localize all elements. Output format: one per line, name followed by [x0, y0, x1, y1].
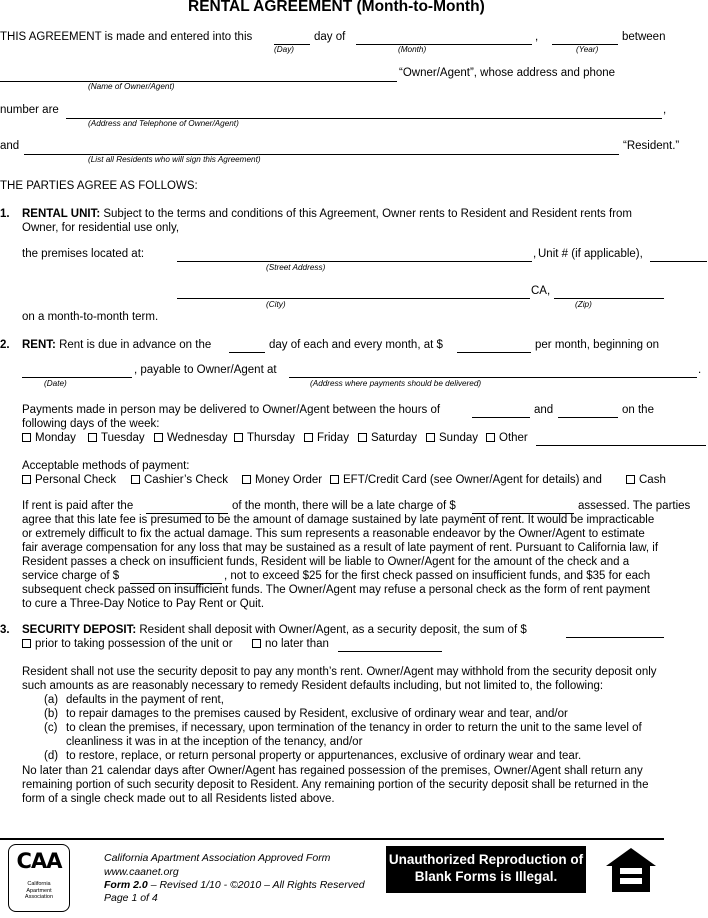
- hours-from-field[interactable]: [472, 417, 530, 418]
- deposit-option[interactable]: prior to taking possession of the unit or: [22, 638, 233, 651]
- intro-text: THIS AGREEMENT is made and entered into this: [0, 31, 253, 43]
- list-item-key: (b): [44, 708, 59, 720]
- intro-text: between: [622, 31, 666, 43]
- checkbox-icon: [304, 433, 313, 442]
- parties-heading: THE PARTIES AGREE AS FOLLOWS:: [0, 180, 198, 192]
- checkbox-icon: [486, 433, 495, 442]
- state-label: CA,: [531, 285, 551, 297]
- late-text: If rent is paid after the: [22, 500, 134, 512]
- deposit-text: remaining portion of such security deposit to Resident. Any remaining portion of the security deposit shall be returned in the: [22, 779, 649, 791]
- section-1-line: RENTAL UNIT: Subject to the terms and conditions of this Agreement, Owner rents to Resident and Resident rents from: [22, 208, 632, 220]
- deposit-text: No later than 21 calendar days after Owner/Agent has regained possession of the premises, Owner/Agent shall return any: [22, 765, 643, 777]
- intro-text: and: [0, 140, 20, 152]
- field-label: (Street Address): [266, 263, 326, 272]
- city-field[interactable]: [177, 298, 530, 299]
- checkbox-icon: [252, 639, 261, 648]
- section-1-line: Owner, for residential use only,: [22, 222, 180, 234]
- list-item: to clean the premises, if necessary, upon termination of the tenancy in order to return the unit to the same level of: [66, 722, 642, 734]
- owner-name-field[interactable]: [0, 81, 397, 82]
- field-label: (Address and Telephone of Owner/Agent): [88, 119, 239, 128]
- method-checkbox[interactable]: Cash: [626, 474, 666, 487]
- unit-label: Unit # (if applicable),: [538, 248, 643, 260]
- checkbox-icon: [154, 433, 163, 442]
- method-checkbox[interactable]: EFT/Credit Card (see Owner/Agent for details) and: [330, 474, 602, 487]
- late-text: Resident passes a check on insufficient funds, Resident will be liable to Owner/Agent for the amount of the check and a: [22, 556, 630, 568]
- day-checkbox[interactable]: Other: [486, 432, 528, 445]
- field-label: (Name of Owner/Agent): [88, 82, 175, 91]
- field-label: (City): [266, 300, 286, 309]
- field-label: (Month): [398, 45, 427, 54]
- checkbox-icon: [330, 475, 339, 484]
- late-text: agree that this late fee is presumed to be the amount of damage sustained by late payment of rent. It would be impracticable: [22, 514, 655, 526]
- day-checkbox[interactable]: Tuesday: [88, 432, 145, 445]
- page-number: Page 1 of 4: [104, 892, 158, 904]
- section-number: 1.: [0, 208, 10, 220]
- deposit-date-field[interactable]: [338, 651, 442, 652]
- checkbox-icon: [22, 639, 31, 648]
- checkbox-icon: [131, 475, 140, 484]
- intro-text: “Owner/Agent”, whose address and phone: [399, 67, 616, 79]
- deposit-amount-field[interactable]: [566, 637, 664, 638]
- deposit-text: form of a single check made out to all Residents listed above.: [22, 793, 335, 805]
- zip-field[interactable]: [554, 298, 664, 299]
- field-label: (List all Residents who will sign this Agreement): [88, 155, 261, 164]
- footer-divider: [0, 838, 664, 840]
- rent-amount-field[interactable]: [457, 352, 531, 353]
- page-title: RENTAL AGREEMENT (Month-to-Month): [188, 0, 485, 15]
- start-date-field[interactable]: [22, 377, 132, 378]
- rent-due-day-field[interactable]: [229, 352, 265, 353]
- late-text: fair average compensation for any loss that may be sustained as a result of late payment of rent. Pursuant to California law, if: [22, 542, 659, 554]
- term-text: on a month-to-month term.: [22, 311, 159, 323]
- late-text: , not to exceed $25 for the first check passed on insufficient funds, and $35 for each: [224, 570, 651, 582]
- intro-text: day of: [314, 31, 346, 43]
- field-label: (Year): [576, 45, 599, 54]
- intro-text: number are: [0, 104, 59, 116]
- checkbox-icon: [88, 433, 97, 442]
- checkbox-icon: [358, 433, 367, 442]
- late-text: of the month, there will be a late charge of $: [232, 500, 456, 512]
- late-text: or extremely difficult to fix the actual damage. This sum represents a reasonable endeavor by the Owner/Agent to estimate: [22, 528, 645, 540]
- street-address-field[interactable]: [177, 261, 532, 262]
- day-checkbox[interactable]: Sunday: [426, 432, 478, 445]
- footer-line: Form 2.0 – Revised 1/10 - ©2010 – All Rights Reserved: [104, 879, 365, 891]
- month-field[interactable]: [356, 44, 532, 45]
- field-label: (Day): [274, 45, 295, 54]
- intro-text: “Resident.”: [623, 140, 680, 152]
- field-label: (Date): [44, 379, 67, 388]
- late-text: service charge of $: [22, 570, 120, 582]
- rent-text: and: [534, 404, 554, 416]
- deposit-text: such amounts as are reasonably necessary to remedy Resident defaults including, but not limited to, the following:: [22, 680, 604, 692]
- rent-text: following days of the week:: [22, 418, 160, 430]
- hours-to-field[interactable]: [558, 417, 618, 418]
- list-item: to repair damages to the premises caused by Resident, exclusive of ordinary wear and tear, and/or: [66, 708, 568, 720]
- checkbox-icon: [234, 433, 243, 442]
- deposit-text: Resident shall not use the security deposit to pay any month’s rent. Owner/Agent may withhold from the security deposit only: [22, 666, 657, 678]
- list-item: to restore, replace, or return personal property or appurtenances, exclusive of ordinary wear and tear.: [66, 750, 582, 762]
- rent-text: Payments made in person may be delivered to Owner/Agent between the hours of: [22, 404, 441, 416]
- checkbox-icon: [626, 475, 635, 484]
- method-checkbox[interactable]: Cashier’s Check: [131, 474, 228, 487]
- late-text: subsequent check passed on insufficient funds. The Owner/Agent may refuse a personal check as the form of rent payment: [22, 584, 650, 596]
- other-day-field[interactable]: [536, 445, 706, 446]
- equal-housing-icon: [604, 846, 658, 894]
- footer-link[interactable]: www.caanet.org: [104, 866, 179, 878]
- rent-text: , payable to Owner/Agent at: [134, 364, 277, 376]
- reproduction-warning: Unauthorized Reproduction of Blank Forms is Illegal.: [386, 846, 586, 893]
- method-checkbox[interactable]: Personal Check: [22, 474, 116, 487]
- rent-text: per month, beginning on: [535, 339, 660, 351]
- unit-field[interactable]: [650, 261, 707, 262]
- checkbox-icon: [426, 433, 435, 442]
- day-checkbox[interactable]: Friday: [304, 432, 349, 445]
- deposit-heading: SECURITY DEPOSIT: Resident shall deposit with Owner/Agent, as a security deposit, the sum of $: [22, 624, 527, 636]
- late-text: to cure a Three-Day Notice to Pay Rent or Quit.: [22, 598, 265, 610]
- list-item: defaults in the payment of rent,: [66, 694, 224, 706]
- caa-logo: CAA California Apartment Association: [8, 844, 70, 912]
- list-item-key: (d): [44, 750, 59, 762]
- payment-address-field[interactable]: [289, 377, 697, 378]
- checkbox-icon: [242, 475, 251, 484]
- deposit-option[interactable]: no later than: [252, 638, 329, 651]
- late-text: assessed. The parties: [578, 500, 691, 512]
- list-item-key: (c): [44, 722, 58, 734]
- section-number: 3.: [0, 624, 10, 636]
- rent-text: day of each and every month, at $: [269, 339, 443, 351]
- methods-label: Acceptable methods of payment:: [22, 460, 190, 472]
- rent-text: on the: [622, 404, 654, 416]
- day-checkbox[interactable]: Saturday: [358, 432, 417, 445]
- list-item-key: (a): [44, 694, 59, 706]
- field-label: (Address where payments should be delivered): [310, 379, 482, 388]
- list-item: cleanliness it was in at the inception of the tenancy, and/or: [66, 736, 363, 748]
- section-number: 2.: [0, 339, 10, 351]
- premises-label: the premises located at:: [22, 248, 145, 260]
- field-label: (Zip): [575, 300, 592, 309]
- checkbox-icon: [22, 433, 31, 442]
- day-checkbox[interactable]: Thursday: [234, 432, 295, 445]
- day-checkbox[interactable]: Wednesday: [154, 432, 228, 445]
- footer-line: California Apartment Association Approved Form: [104, 852, 331, 864]
- checkbox-icon: [22, 475, 31, 484]
- day-checkbox[interactable]: Monday: [22, 432, 76, 445]
- rent-heading: RENT: Rent is due in advance on the: [22, 339, 212, 351]
- method-checkbox[interactable]: Money Order: [242, 474, 322, 487]
